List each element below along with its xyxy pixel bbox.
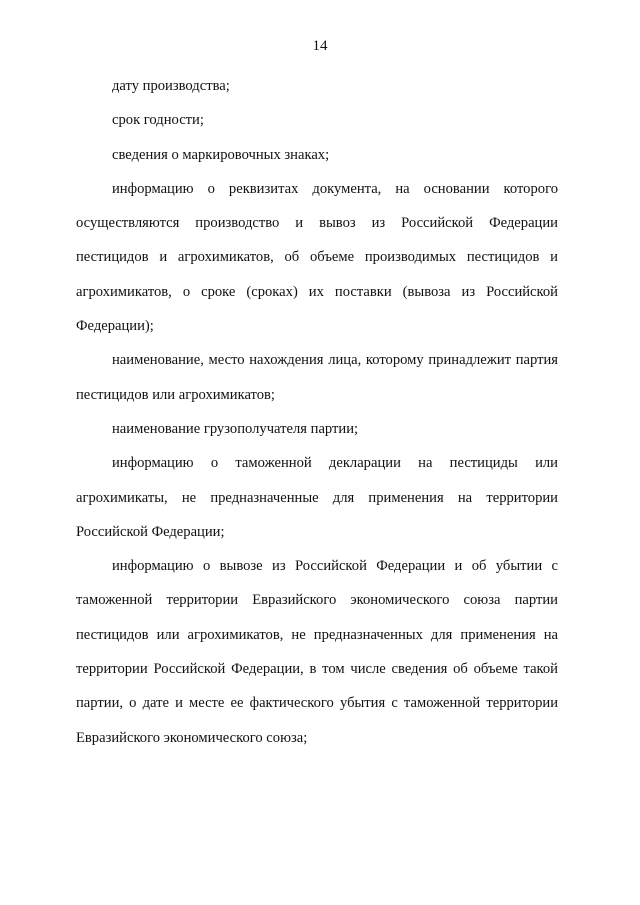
paragraph-export-info: информацию о вывозе из Российской Федерации и об убытии с таможенной территории Евразийского экономического союза партии пестицидов или агрохимикатов, не предназначенных для применения на территории Российской Федерации, в том числе сведения об объеме такой партии, о дате и месте ее фактического убытия с таможенной территории Евразийского экономического союза;	[76, 558, 558, 746]
paragraph-production-date: дату производства;	[112, 78, 230, 94]
paragraph-consignee: наименование грузополучателя партии;	[112, 420, 359, 437]
document-body	[76, 69, 558, 755]
paragraph-shelf-life: срок годности;	[112, 112, 204, 129]
paragraph-owner-info: наименование, место нахождения лица, которому принадлежит партия пестицидов или агрохимикатов;	[76, 352, 558, 403]
paragraph-document-details: информацию о реквизитах документа, на основании которого осуществляются производство и вывоз из Российской Федерации пестицидов и агрохимикатов, об объеме производимых пестицидов и агрохимикатов, о сроке (сроках) их поставки (вывоза из Российской Федерации);	[76, 180, 558, 335]
page-number: 14	[312, 38, 328, 54]
paragraph-marking-info: сведения о маркировочных знаках;	[112, 146, 330, 163]
paragraph-customs-declaration: информацию о таможенной декларации на пестициды или агрохимикаты, не предназначенные для применения на территории Российской Федерации;	[76, 455, 558, 540]
